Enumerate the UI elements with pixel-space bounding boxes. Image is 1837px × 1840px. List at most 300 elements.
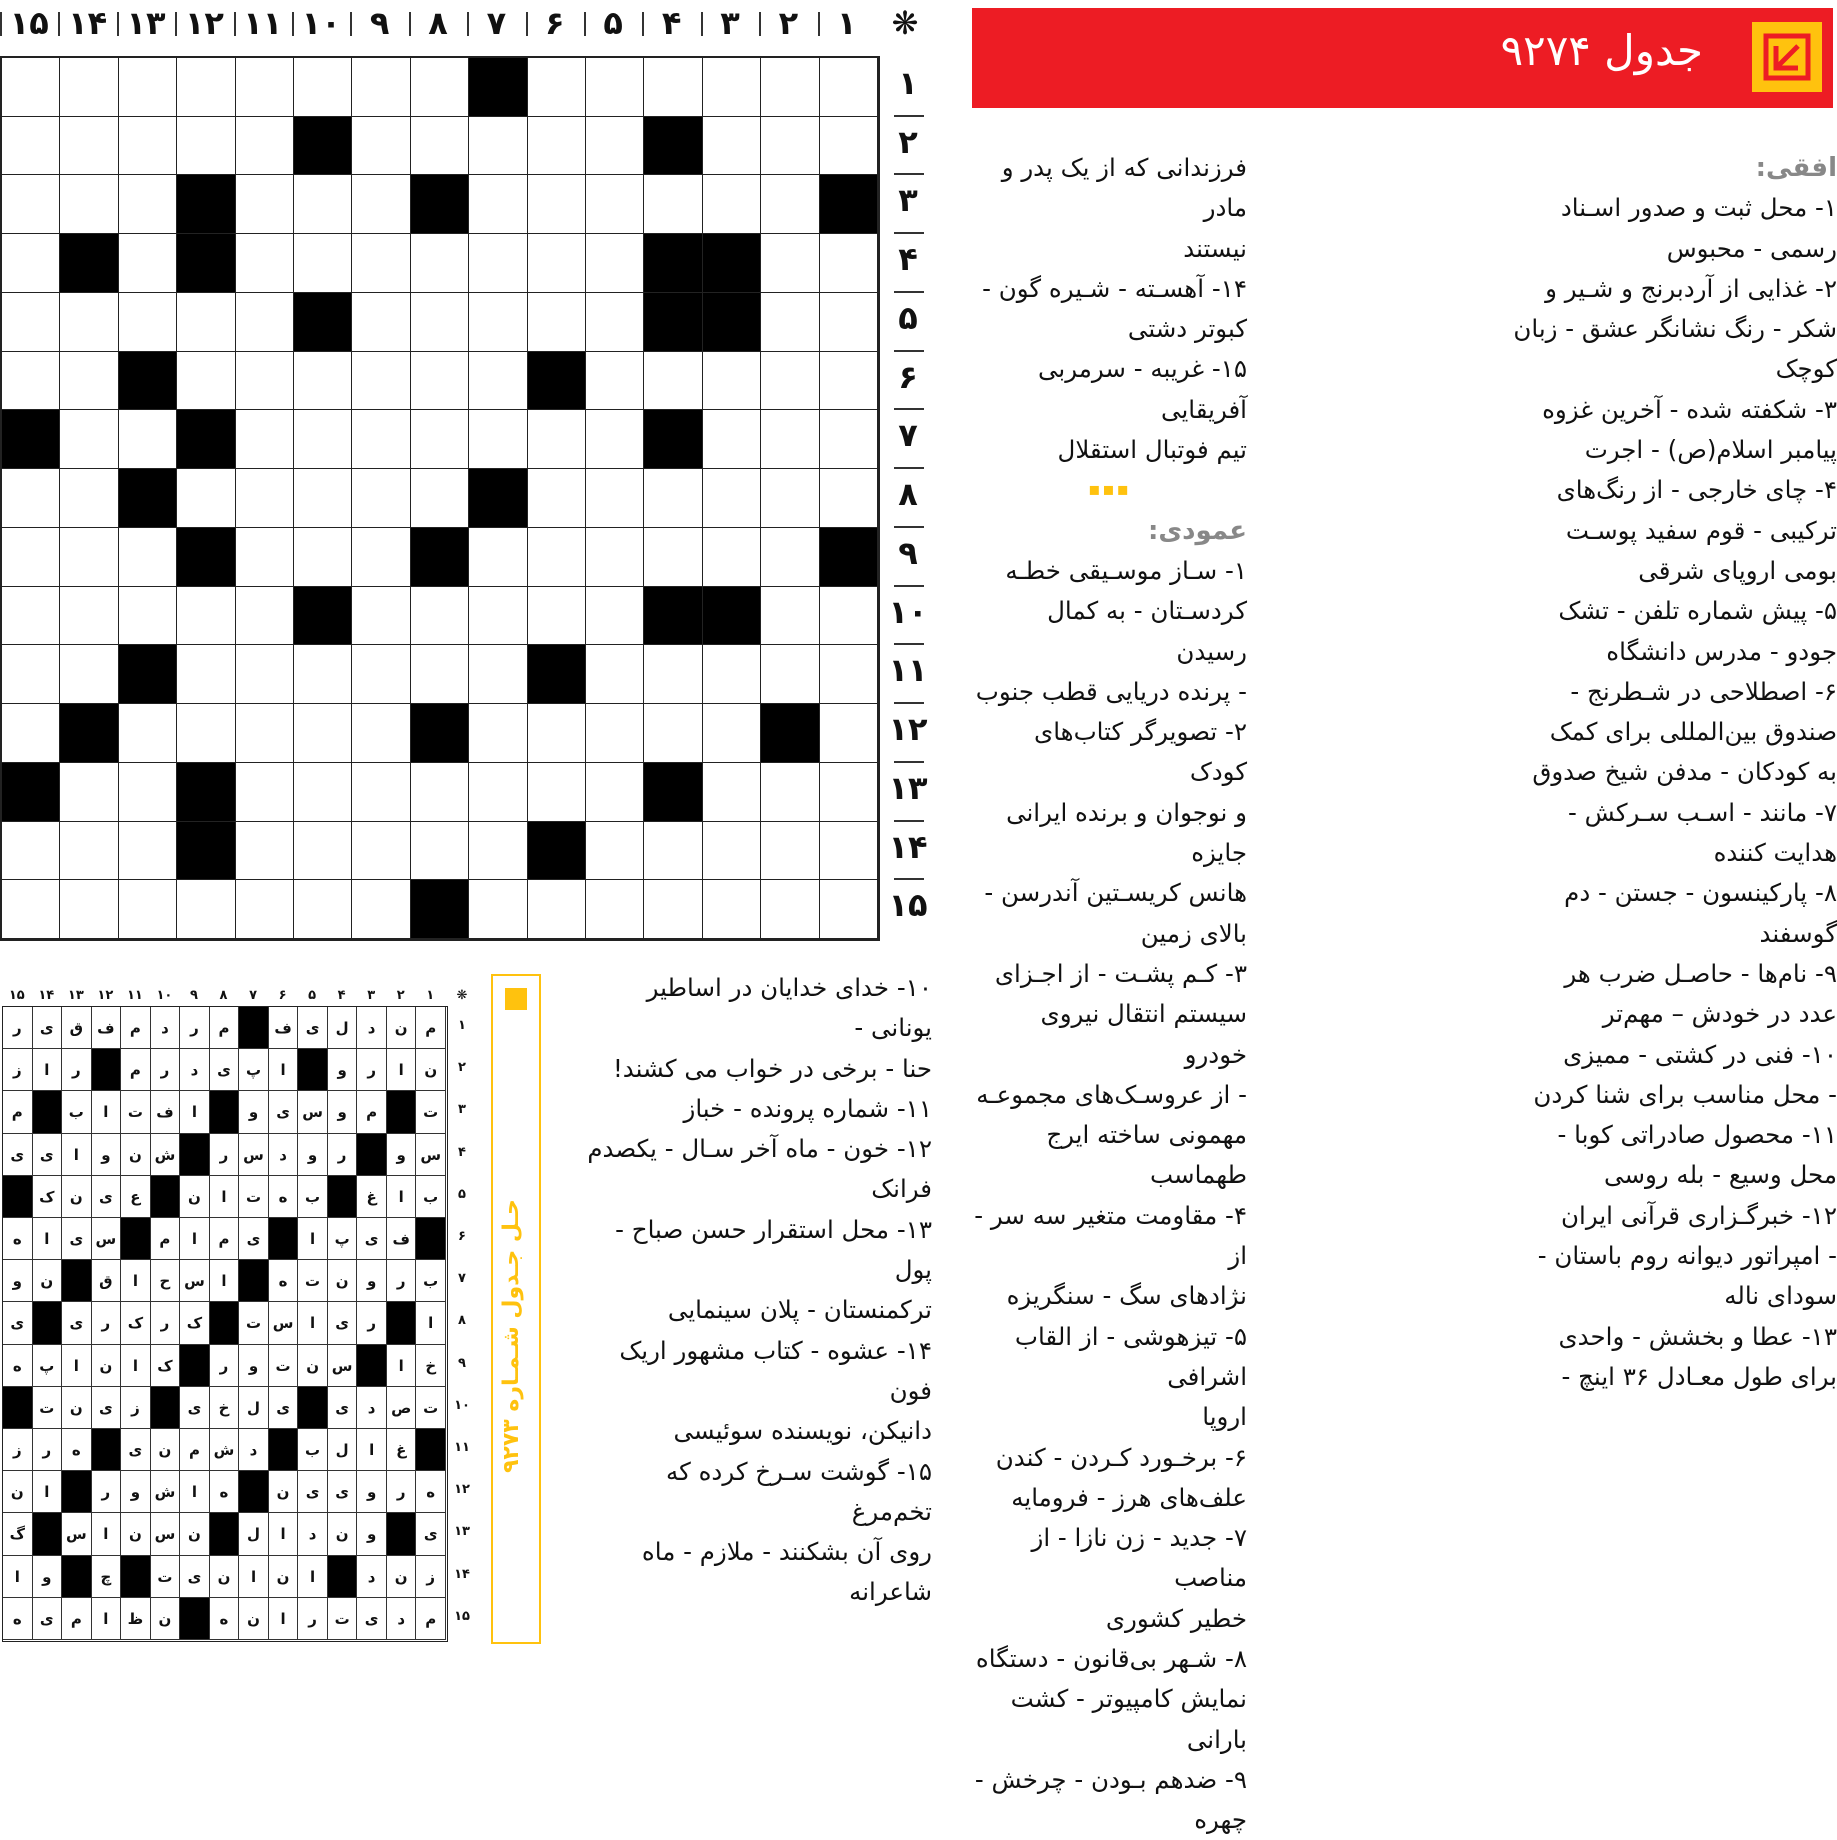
solution-cell: س [151, 1513, 181, 1555]
solution-column-number: ۹ [189, 988, 198, 1003]
clue-line: ۸- شـهر بی‌قانون - دستگاه [975, 1643, 1247, 1673]
solution-cell: ل [328, 1007, 358, 1049]
solution-cell: ش [151, 1134, 181, 1176]
solution-cell: م [121, 1007, 151, 1049]
clue-line: ۱۰- خدای خدایان در اساطیر یونانی - [646, 973, 932, 1043]
solution-cell: ا [92, 1598, 122, 1640]
grid-cell [411, 58, 469, 117]
grid-cell [644, 704, 702, 763]
row-separator [894, 467, 924, 469]
grid-cell [177, 645, 235, 704]
grid-cell [352, 763, 410, 822]
solution-cell: ک [33, 1176, 63, 1218]
solution-black-cell [357, 1345, 387, 1387]
row-separator [894, 408, 924, 410]
grid-cell [761, 293, 819, 352]
row-separator [894, 878, 924, 880]
solution-black-cell [3, 1387, 33, 1429]
row-separator [894, 820, 924, 822]
black-cell [703, 293, 761, 352]
solution-cell: و [92, 1134, 122, 1176]
clue-line: ۷- مانند - اسـب سـرکش - [1568, 797, 1837, 827]
clue-line: ۹- ضدهم بـودن - چرخش - [974, 1764, 1247, 1794]
grid-cell [528, 704, 586, 763]
solution-row-number: ۵ [458, 1186, 466, 1202]
clue-line: ۴- چای خارجی - از رنگ‌های [1556, 475, 1837, 505]
solution-black-cell [416, 1429, 446, 1471]
black-cell [2, 410, 60, 469]
solution-cell: پ [239, 1049, 269, 1091]
solution-cell: ی [92, 1387, 122, 1429]
black-cell [644, 234, 702, 293]
solution-cell: ا [239, 1556, 269, 1598]
black-cell [761, 704, 819, 763]
crossword-grid [0, 56, 880, 941]
grid-column-number: ۱۲ [184, 4, 224, 42]
grid-cell [119, 704, 177, 763]
solution-cell: ا [298, 1556, 328, 1598]
clue-line: صندوق بین‌المللی برای کمک [1549, 717, 1837, 747]
solution-black-cell [3, 1176, 33, 1218]
grid-cell [294, 880, 352, 939]
grid-cell [586, 469, 644, 528]
solution-cell: ا [180, 1218, 210, 1260]
solution-cell: ت [33, 1387, 63, 1429]
grid-cell [586, 880, 644, 939]
black-cell [119, 645, 177, 704]
solution-cell: ا [387, 1049, 417, 1091]
solution-cell: ا [210, 1176, 240, 1218]
solution-cell: ن [416, 1049, 446, 1091]
grid-cell [294, 704, 352, 763]
grid-row-number: ۱۳ [888, 768, 928, 807]
solution-cell: س [62, 1513, 92, 1555]
solution-black-cell [416, 1218, 446, 1260]
solution-black-cell [33, 1513, 63, 1555]
solution-cell: و [239, 1091, 269, 1133]
grid-cell [352, 175, 410, 234]
solution-cell: ف [151, 1091, 181, 1133]
solution-cell: ل [239, 1513, 269, 1555]
solution-cell: ت [328, 1598, 358, 1640]
solution-cell: و [328, 1091, 358, 1133]
black-cell [644, 587, 702, 646]
clue-line: گوسفند [1759, 918, 1837, 948]
solution-cell: ر [387, 1471, 417, 1513]
grid-cell [352, 410, 410, 469]
solution-column-number: ۱۲ [97, 988, 114, 1003]
column-separator [818, 12, 820, 36]
solution-cell: م [151, 1218, 181, 1260]
solution-cell: ا [180, 1091, 210, 1133]
grid-cell [60, 117, 118, 176]
grid-cell [703, 528, 761, 587]
clue-line: جودو - مدرس دانشگاه [1606, 636, 1837, 666]
grid-row-number: ۱ [898, 64, 918, 102]
grid-cell [60, 763, 118, 822]
grid-cell [119, 587, 177, 646]
grid-column-number: ۸ [428, 4, 448, 42]
puzzle-title: جدول ۹۲۷۴ [1500, 26, 1703, 75]
grid-cell [2, 528, 60, 587]
grid-cell [352, 58, 410, 117]
grid-cell [586, 234, 644, 293]
solution-black-cell [62, 1260, 92, 1302]
grid-cell [177, 352, 235, 411]
grid-cell [2, 117, 60, 176]
grid-cell [761, 645, 819, 704]
solution-row-number: ۱۱ [454, 1440, 470, 1455]
solution-cell: د [357, 1007, 387, 1049]
solution-black-cell [62, 1556, 92, 1598]
grid-row-number: ۱۴ [888, 827, 928, 866]
solution-black-cell [210, 1513, 240, 1555]
solution-black-cell [33, 1091, 63, 1133]
solution-cell: ا [121, 1345, 151, 1387]
grid-cell [761, 880, 819, 939]
solution-cell: ی [210, 1049, 240, 1091]
grid-cell [60, 880, 118, 939]
grid-cell [761, 352, 819, 411]
solution-cell: ز [121, 1387, 151, 1429]
clue-line: ۱۱- شماره پرونده - خباز [683, 1093, 932, 1123]
column-separator [467, 12, 469, 36]
column-separator [759, 12, 761, 36]
solution-black-cell [387, 1091, 417, 1133]
grid-cell [236, 528, 294, 587]
grid-cell [703, 58, 761, 117]
grid-cell [2, 469, 60, 528]
black-cell [177, 763, 235, 822]
grid-column-number: ۴ [661, 4, 682, 42]
solution-cell: ی [180, 1556, 210, 1598]
solution-cell: ی [269, 1091, 299, 1133]
grid-cell [119, 763, 177, 822]
solution-cell: ا [62, 1134, 92, 1176]
solution-cell: ی [3, 1134, 33, 1176]
column-separator [292, 12, 294, 36]
grid-cell [761, 117, 819, 176]
grid-cell [60, 58, 118, 117]
grid-cell [820, 822, 878, 881]
solution-cell: ب [416, 1176, 446, 1218]
solution-cell: ل [239, 1387, 269, 1429]
solution-black-cell [357, 1134, 387, 1176]
solution-cell: ن [180, 1176, 210, 1218]
clue-line: ۱۴- عشوه - کتاب مشهور اریک فون [619, 1335, 932, 1405]
solution-black-cell [328, 1176, 358, 1218]
solution-cell: ز [3, 1049, 33, 1091]
grid-cell [528, 528, 586, 587]
solution-cell: ب [298, 1429, 328, 1471]
grid-cell [411, 587, 469, 646]
grid-cell [294, 58, 352, 117]
solution-cell: ا [33, 1218, 63, 1260]
clue-line: ۸- پارکینسون - جستن - دم [1564, 878, 1837, 908]
grid-cell [586, 117, 644, 176]
solution-cell: س [328, 1345, 358, 1387]
column-separator [584, 12, 586, 36]
grid-cell [119, 528, 177, 587]
solution-cell: م [121, 1049, 151, 1091]
grid-cell [177, 587, 235, 646]
solution-cell: ص [387, 1387, 417, 1429]
grid-cell [236, 410, 294, 469]
solution-cell: ر [62, 1049, 92, 1091]
grid-cell [703, 822, 761, 881]
grid-cell [352, 528, 410, 587]
solution-cell: ف [92, 1007, 122, 1049]
solution-column-numbers [0, 988, 470, 1008]
solution-cell: و [121, 1471, 151, 1513]
clue-line: چهره [1194, 1805, 1247, 1835]
grid-cell [586, 704, 644, 763]
solution-cell: ر [151, 1049, 181, 1091]
clue-heading: افقی: [1755, 153, 1837, 183]
solution-cell: ر [92, 1471, 122, 1513]
solution-cell: ن [62, 1176, 92, 1218]
solution-black-cell [151, 1387, 181, 1429]
clue-line: ۱۴- آهسـته - شـیره گون - [982, 273, 1247, 303]
solution-cell: د [298, 1513, 328, 1555]
grid-cell [294, 410, 352, 469]
clue-line: به کودکان - مدفن شیخ صدوق [1532, 757, 1837, 787]
clue-line: حنا - برخی در خواب می کشند! [612, 1053, 932, 1083]
solution-cell: ا [387, 1345, 417, 1387]
grid-cell [411, 234, 469, 293]
clue-line: ۳- کـم پشـت - از اجـزای [994, 958, 1247, 988]
solution-cell: ی [416, 1513, 446, 1555]
solution-cell: ی [357, 1598, 387, 1640]
grid-cell [236, 704, 294, 763]
grid-cell [528, 469, 586, 528]
grid-cell [469, 410, 527, 469]
solution-cell: ر [357, 1302, 387, 1344]
grid-column-numbers [0, 0, 930, 50]
clue-line: ۱- سـاز موسـیقی خطـه [1005, 555, 1247, 585]
clue-line: تیم فوتبال استقلال [1057, 435, 1247, 465]
column-separator [0, 12, 2, 36]
solution-cell: گ [3, 1513, 33, 1555]
solution-cell: غ [357, 1176, 387, 1218]
solution-cell: ی [3, 1302, 33, 1344]
grid-cell [586, 410, 644, 469]
grid-cell [761, 469, 819, 528]
solution-cell: ی [33, 1007, 63, 1049]
solution-black-cell [180, 1134, 210, 1176]
solution-column-number: ۸ [219, 988, 228, 1003]
solution-cell: ن [180, 1513, 210, 1555]
solution-row-number: ۱۵ [454, 1608, 470, 1624]
grid-cell [820, 352, 878, 411]
grid-column-number: ۱۴ [68, 4, 108, 42]
grid-cell [294, 175, 352, 234]
clue-line: ۶- اصطلاحی در شـطرنج - [1570, 676, 1837, 706]
grid-cell [586, 352, 644, 411]
grid-cell [528, 58, 586, 117]
solution-cell: و [387, 1134, 417, 1176]
solution-column-number: ۷ [249, 988, 257, 1003]
solution-cell: د [357, 1387, 387, 1429]
grid-cell [761, 528, 819, 587]
solution-cell: ن [239, 1598, 269, 1640]
solution-cell: د [387, 1598, 417, 1640]
grid-cell [528, 117, 586, 176]
grid-row-number: ۱۲ [888, 710, 928, 749]
grid-cell [411, 410, 469, 469]
grid-cell [703, 469, 761, 528]
clue-line: نژادهای سگ - سنگریزه [1006, 1281, 1247, 1311]
clue-line: سودای ناله [1724, 1281, 1837, 1311]
grid-cell [119, 293, 177, 352]
solution-cell: ا [269, 1049, 299, 1091]
grid-cell [586, 58, 644, 117]
solution-cell: ن [269, 1471, 299, 1513]
grid-cell [586, 175, 644, 234]
grid-cell [528, 175, 586, 234]
solution-cell: ا [3, 1556, 33, 1598]
solution-row-number: ۹ [458, 1355, 466, 1371]
black-cell [820, 175, 878, 234]
solution-cell: ح [151, 1260, 181, 1302]
grid-cell [411, 822, 469, 881]
grid-column-number: ۱۳ [126, 4, 166, 42]
black-cell [644, 293, 702, 352]
solution-cell: ظ [121, 1598, 151, 1640]
grid-cell [820, 58, 878, 117]
grid-cell [236, 469, 294, 528]
clue-line: ۱- محل ثبت و صدور اسـناد [1560, 193, 1837, 223]
black-cell [411, 704, 469, 763]
black-cell [528, 645, 586, 704]
clue-line: علف‌های هرز - فرومایه [1011, 1482, 1247, 1512]
grid-cell [820, 645, 878, 704]
solution-cell: ه [210, 1471, 240, 1513]
solution-cell: ب [62, 1091, 92, 1133]
solution-black-cell [269, 1218, 299, 1260]
grid-row-number: ۱۵ [888, 886, 928, 925]
black-cell [411, 175, 469, 234]
solution-cell: ن [151, 1429, 181, 1471]
grid-cell [644, 822, 702, 881]
grid-cell [177, 704, 235, 763]
solution-cell: د [239, 1429, 269, 1471]
grid-column-number: ۷ [486, 4, 507, 42]
black-cell [644, 763, 702, 822]
solution-cell: ا [416, 1302, 446, 1344]
grid-cell [2, 587, 60, 646]
grid-row-number: ۳ [898, 181, 918, 220]
grid-cell [761, 234, 819, 293]
grid-cell [644, 528, 702, 587]
solution-black-cell [239, 1260, 269, 1302]
solution-cell: ر [328, 1134, 358, 1176]
grid-cell [586, 763, 644, 822]
clue-line: ۲- غذایی از آردبرنج و شـیر و [1545, 273, 1837, 303]
clue-line: - پرنده دریایی قطب جنوب [975, 676, 1247, 706]
column-separator [175, 12, 177, 36]
grid-cell [2, 234, 60, 293]
grid-cell [820, 117, 878, 176]
clue-line: ۱۳- محل استقرار حسن صباح - پول [615, 1214, 932, 1285]
grid-cell [703, 645, 761, 704]
solution-cell: ک [121, 1302, 151, 1344]
solution-cell: ن [387, 1556, 417, 1598]
black-cell [2, 763, 60, 822]
solution-cell: ت [298, 1260, 328, 1302]
solution-cell: و [357, 1513, 387, 1555]
grid-cell [60, 293, 118, 352]
grid-cell [703, 880, 761, 939]
column-separator [526, 12, 528, 36]
solution-cell: ا [298, 1218, 328, 1260]
grid-cell [820, 469, 878, 528]
separator-dots: ▪▪▪ [1088, 479, 1131, 501]
grid-column-number: ۱۵ [9, 4, 49, 42]
solution-cell: م [3, 1091, 33, 1133]
clue-line: عدد در خودش – مهم‌تر [1602, 999, 1837, 1029]
clue-line: نمایش کامپیوتر - کشت بارانی [1010, 1684, 1247, 1754]
solution-black-cell [121, 1556, 151, 1598]
clue-line: فرزندانی که از یک پدر و مادر [1001, 153, 1247, 223]
grid-cell [2, 352, 60, 411]
solution-black-cell [298, 1387, 328, 1429]
grid-row-number: ۹ [898, 533, 918, 572]
clue-line: ۳- شکفته شده - آخرین غزوه [1542, 394, 1837, 424]
black-cell [177, 528, 235, 587]
solution-cell: ه [62, 1429, 92, 1471]
grid-cell [761, 410, 819, 469]
solution-cell: ی [328, 1387, 358, 1429]
solution-black-cell [239, 1471, 269, 1513]
black-cell [177, 175, 235, 234]
solution-black-cell [210, 1302, 240, 1344]
solution-cell: د [151, 1007, 181, 1049]
grid-cell [60, 528, 118, 587]
solution-black-cell [298, 1049, 328, 1091]
row-separator [894, 643, 924, 645]
clue-line: و نوجوان و برنده ایرانی جایزه [1006, 797, 1247, 868]
grid-cell [352, 822, 410, 881]
row-separator [894, 702, 924, 704]
solution-cell: پ [33, 1345, 63, 1387]
clue-line: ۶- برخـورد کـردن - کندن [995, 1442, 1247, 1472]
solution-cell: ی [121, 1429, 151, 1471]
grid-cell [352, 117, 410, 176]
grid-cell [469, 352, 527, 411]
solution-cell: ع [121, 1176, 151, 1218]
solution-cell: ر [210, 1134, 240, 1176]
solution-row-number: ۱۳ [454, 1524, 470, 1540]
grid-cell [411, 117, 469, 176]
grid-cell [236, 352, 294, 411]
solution-cell: ز [3, 1429, 33, 1471]
clue-line: ۵- پیش شماره تلفن - تشک [1558, 596, 1837, 626]
grid-cell [469, 645, 527, 704]
row-separator [894, 350, 924, 352]
solution-column-number: ۱۰ [156, 988, 173, 1003]
grid-cell [761, 58, 819, 117]
solution-black-cell [92, 1049, 122, 1091]
solution-cell: ق [92, 1260, 122, 1302]
solution-cell: ک [151, 1345, 181, 1387]
solution-cell: ت [239, 1176, 269, 1218]
puzzle-header [972, 8, 1833, 108]
solution-cell: و [357, 1260, 387, 1302]
solution-cell: د [180, 1049, 210, 1091]
grid-cell [469, 117, 527, 176]
grid-cell [469, 880, 527, 939]
